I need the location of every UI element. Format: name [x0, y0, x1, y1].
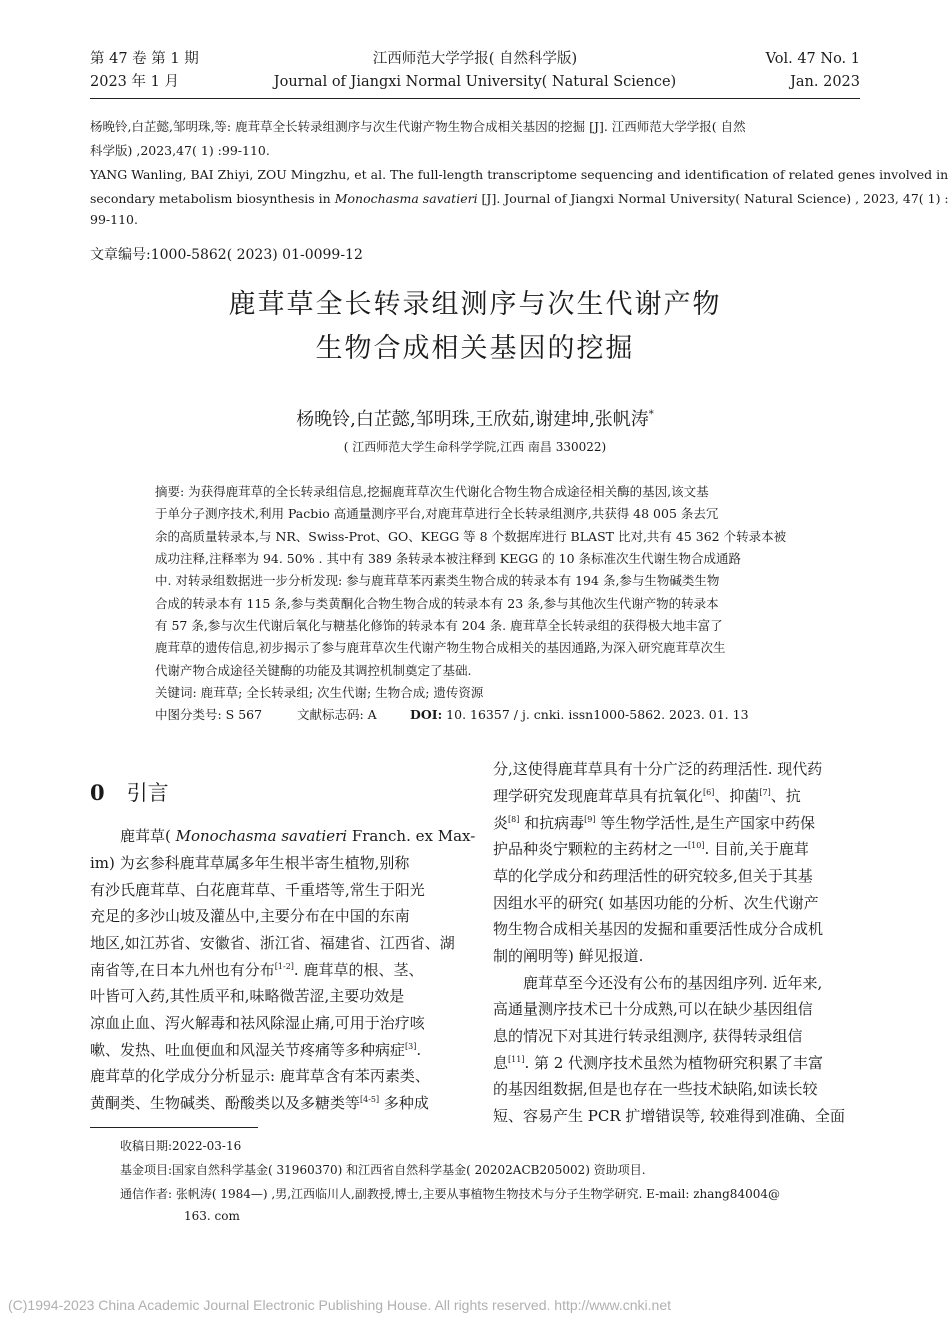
header-issue: 第 47 卷 第 1 期 [90, 51, 199, 67]
corresponding-author: 通信作者: 张帆涛( 1984—) ,男,江西临川人,副教授,博士,主要从事植物生物技术与分子生物学研究. E-mail: zhang84004@ [120, 1187, 780, 1201]
corresponding-mark: * [648, 409, 654, 420]
species-name: Monochasma savatieri [334, 191, 478, 206]
body-text: 、抗 [770, 787, 801, 805]
reference-mark[interactable]: [6] [703, 788, 715, 797]
body-text: 多种成 [379, 1094, 429, 1112]
species-name: Monochasma savatieri [175, 827, 348, 845]
keywords: 关键词: 鹿茸草; 全长转录组; 次生代谢; 生物合成; 遗传资源 [155, 685, 484, 700]
body-text: 和抗病毒 [519, 814, 585, 832]
document-code: 文献标志码: A [297, 707, 377, 722]
section-title: 引言 [126, 781, 169, 805]
body-line [90, 1090, 429, 1120]
body-line: 高通量测序技术已十分成熟,可以在缺少基因组信 [493, 1000, 813, 1018]
citation-en-line3: 99-110. [90, 212, 138, 227]
body-text: 等生物学活性,是生产国家中药保 [595, 814, 816, 832]
reference-mark[interactable]: [9] [584, 815, 596, 824]
doi-value: 10. 16357 / j. cnki. issn1000-5862. 2023. 01. 13 [442, 707, 749, 722]
abstract-line: 代谢产物合成途径关键酶的功能及其调控机制奠定了基础. [155, 663, 472, 678]
section-number: 0 [90, 780, 105, 805]
body-line [493, 836, 809, 866]
body-line: 的基因组数据,但是也存在一些技术缺陷,如读长较 [493, 1080, 818, 1098]
doi [410, 704, 749, 726]
reference-mark[interactable]: [1-2] [274, 962, 294, 971]
footnote-rule [90, 1127, 258, 1128]
body-line [120, 823, 475, 850]
paper-title-line2: 生物合成相关基因的挖掘 [315, 333, 635, 364]
abstract-line: 余的高质量转录本,与 NR、Swiss-Prot、GO、KEGG 等 8 个数据库进行 BLAST 比对,共有 45 362 个转录本被 [155, 529, 787, 544]
clc-number: 中图分类号: S 567 [155, 707, 263, 722]
body-text: 、抑菌 [714, 787, 760, 805]
author-list [0, 405, 950, 431]
body-line: 叶皆可入药,其性质平和,味略微苦涩,主要功效是 [90, 987, 405, 1005]
abstract-line: 合成的转录本有 115 条,参与类黄酮化合物生物合成的转录本有 23 条,参与其他次生代谢产物的转录本 [155, 596, 719, 611]
body-line: im) 为玄参科鹿茸草属多年生根半寄生植物,别称 [90, 854, 410, 872]
citation-en-text: [J]. Journal of Jiangxi Normal University( Natural Science) , 2023, 47( 1) : [477, 191, 949, 206]
body-text: . 目前,关于鹿茸 [704, 840, 809, 858]
body-text: Franch. ex Max- [347, 827, 476, 845]
body-text: . 鹿茸草的根、茎、 [293, 961, 424, 979]
abstract-line: 中. 对转录组数据进一步分析发现: 参与鹿茸草苯丙素类生物合成的转录本有 194 条,参与生物碱类生物 [155, 573, 720, 588]
body-text: 南省等,在日本九州也有分布 [90, 961, 275, 979]
article-number: 文章编号:1000-5862( 2023) 01-0099-12 [90, 247, 363, 263]
header-date: 2023 年 1 月 [90, 74, 179, 90]
doi-label: DOI: [410, 707, 443, 722]
paper-title-line1: 鹿茸草全长转录组测序与次生代谢产物 [228, 289, 722, 320]
author-names: 杨晚铃,白芷懿,邹明珠,王欣茹,谢建坤,张帆涛 [296, 409, 649, 430]
body-line: 凉血止血、泻火解毒和祛风除湿止痛,可用于治疗咳 [90, 1014, 425, 1032]
citation-en-text: secondary metabolism biosynthesis in [90, 191, 335, 206]
body-line: 物生物合成相关基因的发掘和重要活性成分合成机 [493, 920, 824, 938]
body-text: 嗽、发热、吐血便血和风湿关节疼痛等多种病症 [90, 1041, 406, 1059]
reference-mark[interactable]: [8] [508, 815, 520, 824]
body-text: 鹿茸草( [120, 827, 176, 845]
section-heading [90, 777, 169, 807]
body-text: 理学研究发现鹿茸草具有抗氧化 [493, 787, 704, 805]
body-line: 鹿茸草的化学成分分析显示: 鹿茸草含有苯丙素类、 [90, 1067, 430, 1085]
citation-en-line2 [90, 187, 949, 211]
reference-mark[interactable]: [4-5] [360, 1095, 380, 1104]
journal-title-en: Journal of Jiangxi Normal University( Natural Science) [273, 74, 677, 90]
copyright-notice: (C)1994-2023 China Academic Journal Electronic Publishing House. All rights reserved. http://www.cnki.net [8, 1297, 671, 1313]
body-text: 息 [493, 1054, 509, 1072]
body-line: 息的情况下对其进行转录组测序, 获得转录组信 [493, 1027, 803, 1045]
received-date: 收稿日期:2022-03-16 [120, 1139, 242, 1153]
abstract-line: 有 57 条,参与次生代谢后氧化与糖基化修饰的转录本有 204 条. 鹿茸草全长转录组的获得极大地丰富了 [155, 618, 723, 633]
reference-mark[interactable]: [3] [405, 1042, 417, 1051]
body-line [493, 783, 801, 813]
header-rule [90, 98, 860, 99]
body-line: 制的阐明等) 鲜见报道. [493, 947, 644, 965]
reference-mark[interactable]: [7] [759, 788, 771, 797]
header-volume: Vol. 47 No. 1 [765, 51, 860, 67]
abstract-line: 鹿茸草的遗传信息,初步揭示了参与鹿茸草次生代谢产物生物合成相关的基因通路,为深入研究鹿茸草次生 [155, 640, 726, 655]
header-month: Jan. 2023 [790, 74, 860, 90]
affiliation: ( 江西师范大学生命科学学院,江西 南昌 330022) [343, 440, 607, 454]
body-text: 护品种炎宁颗粒的主药材之一 [493, 840, 689, 858]
body-line: 有沙氏鹿茸草、白花鹿茸草、千重塔等,常生于阳光 [90, 881, 425, 899]
body-line: 分,这使得鹿茸草具有十分广泛的药理活性. 现代药 [493, 760, 823, 778]
body-line: 短、容易产生 PCR 扩增错误等, 较难得到准确、全面 [493, 1107, 845, 1125]
reference-mark[interactable]: [11] [508, 1055, 525, 1064]
body-line: 因组水平的研究( 如基因功能的分析、次生代谢产 [493, 894, 819, 912]
body-text: 黄酮类、生物碱类、酚酸类以及多糖类等 [90, 1094, 361, 1112]
fund-info: 基金项目:国家自然科学基金( 31960370) 和江西省自然科学基金( 20202ACB205002) 资助项目. [120, 1163, 646, 1177]
citation-cn-line2: 科学版) ,2023,47( 1) :99-110. [90, 143, 270, 158]
body-line: 鹿茸草至今还没有公布的基因组序列. 近年来, [523, 974, 823, 992]
journal-title-cn: 江西师范大学学报( 自然科学版) [372, 51, 578, 67]
reference-mark[interactable]: [10] [688, 841, 705, 850]
body-text: . [416, 1041, 422, 1059]
body-line: 地区,如江苏省、安徽省、浙江省、福建省、江西省、湖 [90, 934, 455, 952]
body-text: . 第 2 代测序技术虽然为植物研究积累了丰富 [524, 1054, 824, 1072]
corresponding-email-cont: 163. com [184, 1209, 240, 1223]
body-line: 充足的多沙山坡及灌丛中,主要分布在中国的东南 [90, 907, 410, 925]
body-text: 炎 [493, 814, 509, 832]
body-line: 草的化学成分和药理活性的研究较多,但关于其基 [493, 867, 813, 885]
abstract-line: 于单分子测序技术,利用 Pacbio 高通量测序平台,对鹿茸草进行全长转录组测序,共获得 48 005 条去冗 [155, 506, 719, 521]
abstract-line: 摘要: 为获得鹿茸草的全长转录组信息,挖掘鹿茸草次生代谢化合物生物合成途径相关酶的基因,该文基 [155, 484, 709, 499]
citation-cn-line1: 杨晚铃,白芷懿,邹明珠,等: 鹿茸草全长转录组测序与次生代谢产物生物合成相关基因的挖掘 [J]. 江西师范大学学报( 自然 [90, 119, 746, 134]
citation-en-line1: YANG Wanling, BAI Zhiyi, ZOU Mingzhu, et al. The full-length transcriptome sequencing and identification of related genes involved in [90, 167, 949, 182]
abstract-line: 成功注释,注释率为 94. 50% . 其中有 389 条转录本被注释到 KEGG 的 10 条标准次生代谢生物合成通路 [155, 551, 742, 566]
